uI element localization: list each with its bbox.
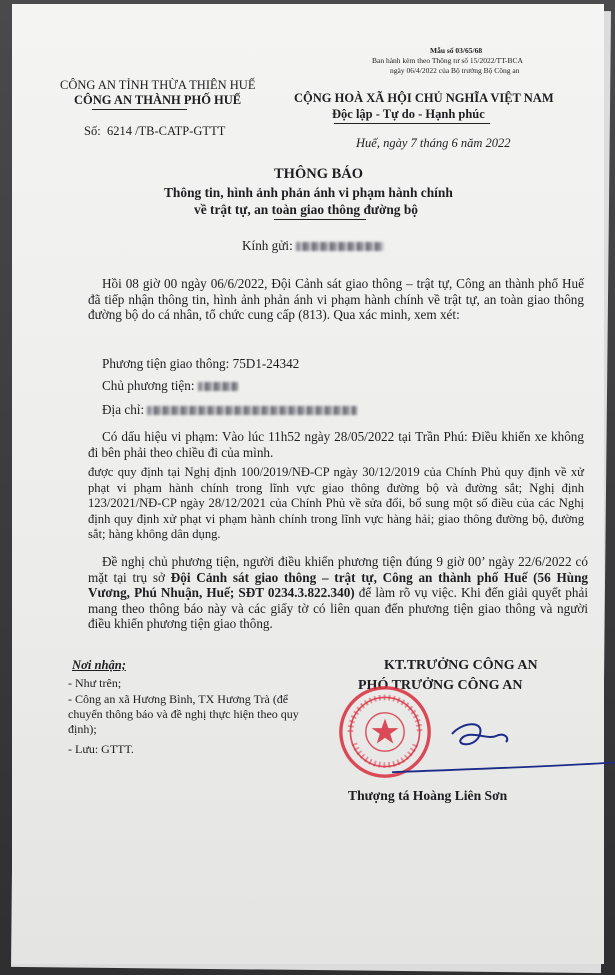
intro-paragraph: Hồi 08 giờ 00 ngày 06/6/2022, Đội Cảnh sát giao thông – trật tự, Công an thành phố Huế đã tiếp nhận thông tin, hình ảnh phản ánh vi phạm hành chính về trật tự, an toàn giao thông đường bộ do cá nhân, tổ chức cung cấp (813). Qua xác minh, xem xét: xyxy=(88,276,584,323)
recipient-item-2: - Công an xã Hương Bình, TX Hương Trà (để chuyển thông báo và đề nghị thực hiện theo quy định); xyxy=(68,692,299,736)
recipient-item-3: - Lưu: GTTT. xyxy=(68,742,134,756)
agency-province: CÔNG AN TỈNH THỪA THIÊN HUẾ xyxy=(60,78,256,92)
recipients-heading: Nơi nhận; xyxy=(72,658,127,672)
signature-icon xyxy=(392,704,615,784)
owner-redacted xyxy=(198,382,238,391)
title-underline xyxy=(274,219,366,220)
nation-title: CỘNG HOÀ XÃ HỘI CHỦ NGHĨA VIỆT NAM xyxy=(294,91,554,105)
signer-title-2: PHÓ TRƯỞNG CÔNG AN xyxy=(358,678,523,693)
address-line: Địa chỉ: xyxy=(102,402,357,418)
document-date: Huế, ngày 7 tháng 6 năm 2022 xyxy=(356,136,511,150)
violation-paragraph: Có dấu hiệu vi phạm: Vào lúc 11h52 ngày 28/05/2022 tại Trần Phú: Điều khiển xe không đi bên phải theo chiều đi của mình. xyxy=(88,429,584,460)
legal-paragraph: được quy định tại Nghị định 100/2019/NĐ-CP ngày 30/12/2019 của Chính Phủ quy định về xử phạt vi phạm hành chính trong lĩnh vực giao thông đường bộ và đường sắt; Nghị định 123/2021/NĐ-CP ngày 28/12/2021 của Chính Phủ về sửa đổi, bổ sung một số điều của các Nghị định quy định xử phạt vi phạm hành chính trong lĩnh vực hàng hải; giao thông đường bộ, đường sắt; hàng không dân dụng. xyxy=(88,465,584,542)
recipient-redacted xyxy=(296,242,384,251)
document-page xyxy=(12,4,604,964)
agency-city: CÔNG AN THÀNH PHỐ HUẾ xyxy=(74,93,242,107)
signer-name: Thượng tá Hoàng Liên Sơn xyxy=(348,788,508,803)
document-subtitle-1: Thông tin, hình ảnh phản ánh vi phạm hành chính xyxy=(164,185,453,200)
form-issued-line1: Ban hành kèm theo Thông tư số 15/2022/TT-BCA xyxy=(372,56,523,65)
request-paragraph: Đề nghị chủ phương tiện, người điều khiển phương tiện đúng 9 giờ 00’ ngày 22/6/2022 có mặt tại trụ sở Đội Cảnh sát giao thông – trật tự, Công an thành phố Huế (56 Hùng Vương, Phú Nhuận, Huế; SĐT 0234.3.822.340) để làm rõ vụ việc. Khi đến giải quyết phải mang theo thông báo này và các giấy tờ có liên quan đến phương tiện giao thông và người điều khiển phương tiện giao thông. xyxy=(88,554,589,632)
form-number: Mẫu số 03/65/68 xyxy=(430,46,483,55)
vehicle-plate: Phương tiện giao thông: 75D1-24342 xyxy=(102,356,300,371)
document-subtitle-2: về trật tự, an toàn giao thông đường bộ xyxy=(194,202,418,217)
motto-underline xyxy=(334,123,490,124)
nation-motto: Độc lập - Tự do - Hạnh phúc xyxy=(332,107,485,121)
document-title: THÔNG BÁO xyxy=(274,166,364,182)
agency-underline xyxy=(92,109,187,110)
owner-line: Chủ phương tiện: xyxy=(102,378,238,394)
address-redacted xyxy=(147,406,357,415)
signer-title-1: KT.TRƯỞNG CÔNG AN xyxy=(384,658,538,673)
recipient-line: Kính gửi: xyxy=(242,238,384,254)
recipient-item-1: - Như trên; xyxy=(68,676,122,690)
form-issued-line2: ngày 06/4/2022 của Bộ trưởng Bộ Công an xyxy=(390,66,520,75)
reference-number: Số: 6214 /TB-CATP-GTTT xyxy=(84,124,226,138)
